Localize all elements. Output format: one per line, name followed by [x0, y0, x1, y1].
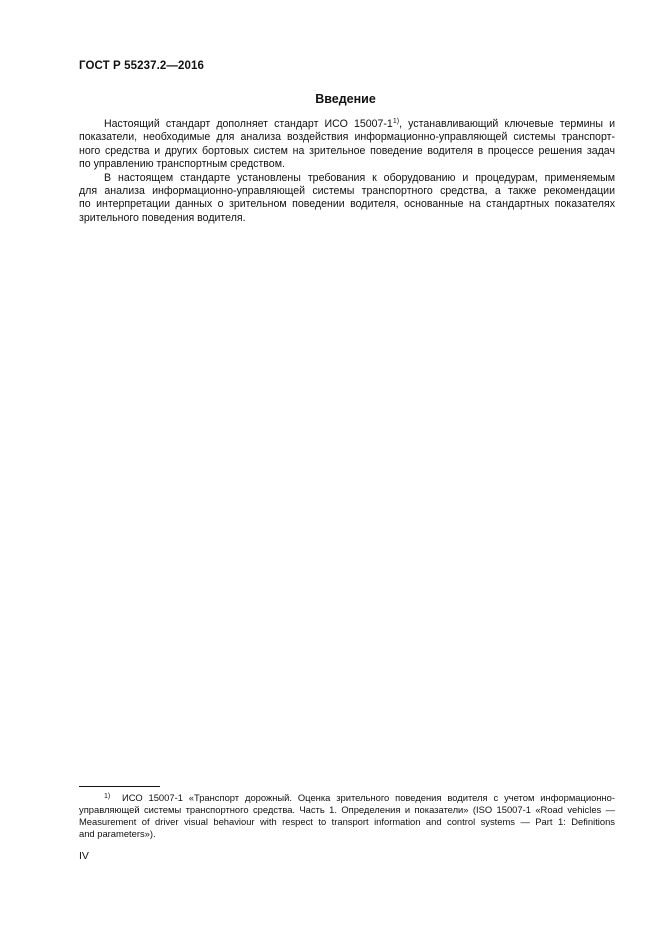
section-title: Введение: [315, 92, 376, 106]
footnote-reference[interactable]: 1): [392, 118, 400, 125]
paragraph-2: [79, 172, 615, 226]
paragraph-2-line-4: зрительного поведения водителя.: [79, 211, 246, 224]
footnote-line-4: and parameters»).: [79, 828, 156, 839]
footnote-marker: 1): [104, 793, 111, 800]
body-text: [79, 118, 615, 225]
footnote-line-2: управляющей системы транспортного средства. Часть 1. Определения и показатели» (ISO 15007-1 «Road vehicles —: [79, 804, 615, 815]
paragraph-1-line-3: ного средства и других бортовых систем на зрительное поведение водителя в процессе решения задач: [79, 144, 615, 157]
paragraph-1: [79, 118, 615, 172]
footnote-line-3: Measurement of driver visual behaviour with respect to transport information and control systems — Part 1: Definitions: [79, 816, 615, 827]
document-code: ГОСТ Р 55237.2—2016: [79, 60, 204, 72]
page-number: IV: [79, 850, 89, 862]
paragraph-2-line-1: В настоящем стандарте установлены требования к оборудованию и процедурам, применяемым: [104, 171, 615, 184]
paragraph-1-line-1: Настоящий стандарт дополняет стандарт ИСО 15007-1$^{1)}$, устанавливающий ключевые термины и: [104, 118, 615, 130]
paragraph-2-line-2: для анализа информационно-управляющей системы транспортного средства, а также рекомендации: [79, 185, 615, 198]
footnote-line-1: $^{1)}$ ИСО 15007-1 «Транспорт дорожный. Оценка зрительного поведения водителя с учетом информационно-: [104, 792, 615, 803]
paragraph-2-line-3: по интерпретации данных о зрительном поведении водителя, основанные на стандартных показателях: [79, 198, 615, 211]
footnote-divider: [79, 786, 160, 787]
footnote: [79, 792, 615, 840]
paragraph-1-line-4: по управлению транспортным средством.: [79, 158, 285, 171]
paragraph-1-line-2: показатели, необходимые для анализа воздействия информационно-управляющей системы транспорт-: [79, 131, 615, 144]
